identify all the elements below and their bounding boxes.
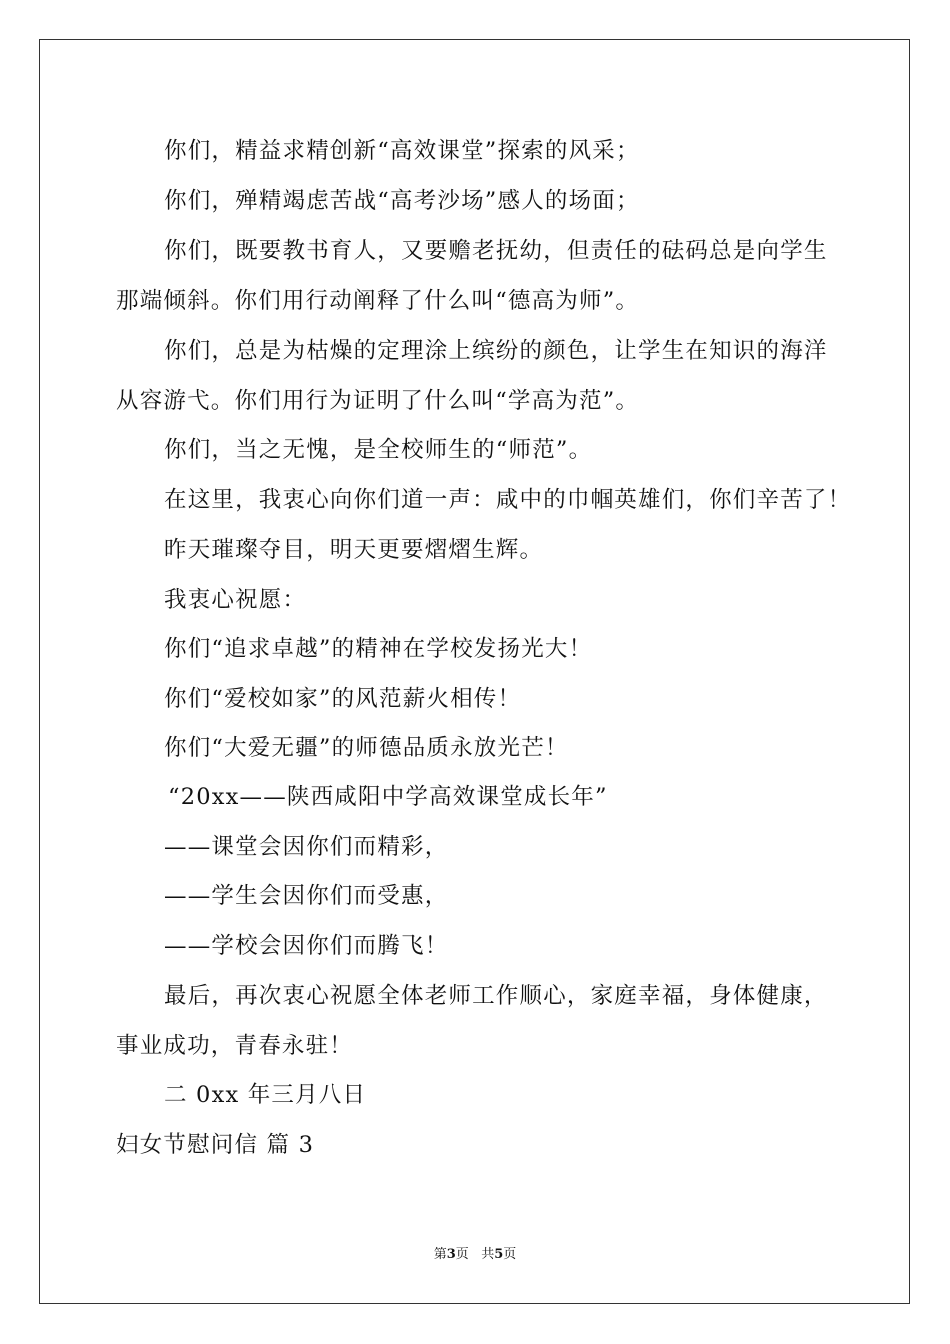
paragraph-line: 你们“爱校如家”的风范薪火相传！	[164, 686, 522, 712]
page-mid: 页 共	[455, 1247, 495, 1262]
paragraph-line: ——学校会因你们而腾飞！	[164, 933, 449, 959]
paragraph-line: 那端倾斜。你们用行动阐释了什么叫“德高为师”。	[116, 288, 640, 314]
paragraph-line: ——学生会因你们而受惠，	[164, 883, 449, 909]
date-line: 二 0xx 年三月八日	[164, 1082, 367, 1108]
paragraph-line: 事业成功，青春永驻！	[116, 1033, 354, 1059]
section-heading: 妇女节慰问信 篇 3	[116, 1132, 315, 1158]
paragraph-line: 你们，既要教书育人，又要赡老抚幼，但责任的砝码总是向学生	[164, 238, 828, 264]
paragraph-line: 你们，总是为枯燥的定理涂上缤纷的颜色，让学生在知识的海洋	[164, 338, 828, 364]
paragraph-line: “20xx——陕西咸阳中学高效课堂成长年”	[168, 784, 608, 810]
page-suffix: 页	[503, 1247, 517, 1262]
page-prefix: 第	[433, 1247, 447, 1262]
page-current: 3	[446, 1247, 456, 1262]
paragraph-line: ——课堂会因你们而精彩，	[164, 834, 449, 860]
paragraph-line: 我衷心祝愿：	[164, 587, 307, 613]
paragraph-line: 你们“追求卓越”的精神在学校发扬光大！	[164, 636, 593, 662]
paragraph-line: 你们“大爱无疆”的师德品质永放光芒！	[164, 735, 569, 761]
page-border	[39, 39, 910, 1304]
paragraph-line: 从容游弋。你们用行为证明了什么叫“学高为范”。	[116, 388, 640, 414]
paragraph-line: 你们，当之无愧，是全校师生的“师范”。	[164, 437, 593, 463]
paragraph-line: 最后，再次衷心祝愿全体老师工作顺心，家庭幸福，身体健康，	[164, 983, 828, 1009]
paragraph-line: 昨天璀璨夺目，明天更要熠熠生辉。	[164, 537, 544, 563]
paragraph-line: 在这里，我衷心向你们道一声：咸中的巾帼英雄们，你们辛苦了！	[164, 487, 852, 513]
paragraph-line: 你们，殚精竭虑苦战“高考沙场”感人的场面；	[164, 188, 640, 214]
paragraph-line: 你们，精益求精创新“高效课堂”探索的风采；	[164, 138, 640, 164]
page-total: 5	[494, 1247, 504, 1262]
page-footer	[0, 1246, 950, 1264]
